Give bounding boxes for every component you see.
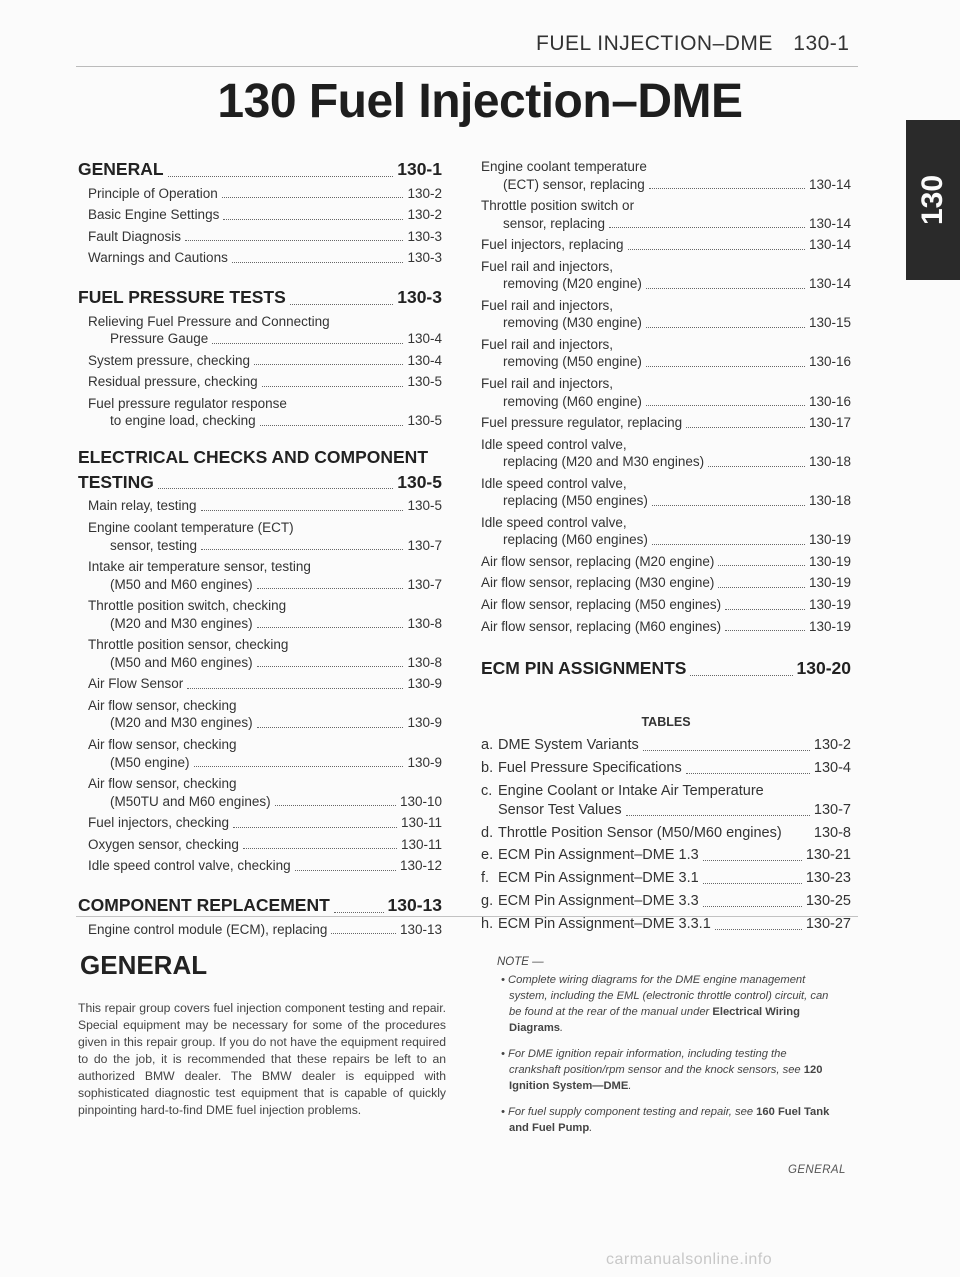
toc-page-number: 130-19 <box>808 575 851 591</box>
toc-entry-cont <box>88 654 442 672</box>
toc-page-number: 130-7 <box>407 537 442 553</box>
note-reference: 120 Ignition System—DME <box>509 1064 823 1092</box>
table-entry-label: Fuel Pressure Specifications <box>498 759 682 776</box>
toc-entry-label: Throttle position switch, checking <box>88 598 287 614</box>
table-letter: f. <box>481 870 490 887</box>
dot-leader <box>646 393 805 407</box>
toc-entry <box>78 373 442 391</box>
toc-entry <box>78 352 442 370</box>
note-reference: Electrical Wiring Diagrams <box>509 1006 800 1034</box>
toc-entry-label: Basic Engine Settings <box>88 207 220 223</box>
toc-page-number: 130-19 <box>808 597 851 613</box>
toc-section-label: ECM PIN ASSIGNMENTS <box>481 658 687 679</box>
toc-entry <box>481 258 851 293</box>
toc-entry-label: Residual pressure, checking <box>88 374 258 390</box>
toc-entry-label: Fuel pressure regulator response <box>88 395 287 411</box>
dot-leader <box>649 176 805 190</box>
dot-leader <box>718 553 805 567</box>
toc-entry-label-cont: (ECT) sensor, replacing <box>503 176 645 192</box>
toc-entry-label: Engine coolant temperature <box>481 159 647 174</box>
toc-section-label: TESTING <box>78 471 154 492</box>
table-entry-label: DME System Variants <box>498 737 639 754</box>
dot-leader <box>212 330 403 344</box>
dot-leader <box>334 894 384 913</box>
toc-entry <box>481 158 851 193</box>
general-body-text: This repair group covers fuel injection component testing and repair. Special equipment may be necessary for some of the procedures given in this repair group. If you do not have the equipment required to do the job, it is recommended that these repairs be left to an authorized BMW dealer. The BMW dealer is equipped with sophisticated diagnostic test equipment that is capable of quickly pinpointing hard-to-find DME fuel injection problems. <box>78 1001 446 1117</box>
dot-leader <box>715 915 802 930</box>
dot-leader <box>194 754 404 768</box>
toc-entry-label: Oxygen sensor, checking <box>88 836 239 852</box>
toc-entry-label: Fuel injectors, replacing <box>481 237 624 253</box>
table-page-number: 130-25 <box>805 893 851 910</box>
toc-page-number: 130-18 <box>808 454 851 470</box>
note-bullet: • For DME ignition repair information, including testing the crankshaft position/rpm sensor and the knock sensors, see 120 Ignition System—DME. <box>501 1048 823 1092</box>
dot-leader <box>295 857 396 871</box>
toc-page-number: 130-14 <box>808 276 851 292</box>
note-text: For DME ignition repair information, including testing the crankshaft position/rpm sensor and the knock sensors, see <box>508 1048 804 1076</box>
dot-leader <box>290 286 393 305</box>
toc-page-number: 130-4 <box>407 352 442 368</box>
toc-page-number: 130-17 <box>808 415 851 431</box>
dot-leader <box>223 206 403 220</box>
dot-leader <box>185 228 403 242</box>
toc-page-number: 130-9 <box>407 754 442 770</box>
toc-entry <box>481 436 851 471</box>
table-list-entry <box>481 759 851 778</box>
toc-entry-label-cont: (M20 and M30 engines) <box>110 715 253 731</box>
toc-page-number: 130-20 <box>796 658 851 679</box>
table-list-entry <box>481 869 851 888</box>
toc-page-number: 130-5 <box>407 498 442 514</box>
dot-leader <box>646 275 805 289</box>
toc-page-number: 130-16 <box>808 354 851 370</box>
toc-entry-label: Air flow sensor, checking <box>88 776 237 792</box>
toc-entry <box>78 921 442 939</box>
toc-section-label: FUEL PRESSURE TESTS <box>78 286 286 307</box>
toc-page-number: 130-15 <box>808 315 851 331</box>
toc-entry-label: Fuel pressure regulator, replacing <box>481 415 683 431</box>
dot-leader <box>201 537 403 551</box>
toc-page-number: 130-5 <box>407 413 442 429</box>
table-list-entry <box>481 824 851 843</box>
dot-leader <box>233 814 397 828</box>
table-list-entry <box>481 782 851 801</box>
dot-leader <box>703 846 802 861</box>
running-title: FUEL INJECTION–DME <box>536 32 773 55</box>
table-letter: h. <box>481 915 494 932</box>
toc-entry-label-cont: replacing (M50 engines) <box>503 493 648 509</box>
toc-entry <box>78 497 442 515</box>
toc-entry-label-cont: removing (M20 engine) <box>503 276 642 292</box>
header-rule <box>76 66 858 67</box>
toc-entry <box>78 775 442 810</box>
dot-leader <box>690 657 792 676</box>
table-page-number: 130-8 <box>813 824 851 841</box>
table-entry-label-cont: Sensor Test Values <box>498 801 622 818</box>
toc-section-heading <box>481 657 851 680</box>
table-list-entry-cont <box>481 801 851 820</box>
toc-section-label: COMPONENT REPLACEMENT <box>78 894 330 915</box>
toc-entry <box>78 857 442 875</box>
toc-entry <box>481 236 851 254</box>
dot-leader <box>646 314 805 328</box>
table-list-entry <box>481 915 851 934</box>
toc-entry-label: Principle of Operation <box>88 185 218 201</box>
toc-page-number: 130-8 <box>407 615 442 631</box>
toc-entry-label: Air flow sensor, replacing (M30 engine) <box>481 575 715 591</box>
toc-entry-label: Air Flow Sensor <box>88 676 184 692</box>
toc-entry-label: Engine control module (ECM), replacing <box>88 921 328 937</box>
toc-section-heading <box>78 446 442 469</box>
toc-entry-cont <box>481 393 851 411</box>
dot-leader <box>257 576 404 590</box>
dot-leader <box>652 531 805 545</box>
dot-leader <box>257 714 404 728</box>
toc-entry <box>78 814 442 832</box>
dot-leader <box>626 801 810 816</box>
toc-entry-label: Warnings and Cautions <box>88 250 228 266</box>
table-list-entry <box>481 846 851 865</box>
dot-leader <box>718 574 805 588</box>
toc-entry-label: Idle speed control valve, <box>481 475 627 491</box>
toc-page-number: 130-14 <box>808 176 851 192</box>
toc-section-heading-cont <box>78 471 442 494</box>
toc-right-column <box>481 158 851 934</box>
table-letter: c. <box>481 782 493 799</box>
toc-page-number: 130-13 <box>387 894 442 915</box>
toc-page-number: 130-3 <box>397 286 442 307</box>
toc-entry <box>481 414 851 432</box>
table-entry-label: ECM Pin Assignment–DME 3.3 <box>498 893 699 910</box>
toc-section-label: ELECTRICAL CHECKS AND COMPONENT <box>78 446 429 467</box>
dot-leader <box>703 869 802 884</box>
toc-page-number: 130-11 <box>400 836 442 852</box>
section-tab <box>906 120 960 280</box>
toc-entry-label: Air flow sensor, replacing (M20 engine) <box>481 553 715 569</box>
dot-leader <box>232 249 404 263</box>
note-text-tail: . <box>589 1122 593 1134</box>
dot-leader <box>257 654 404 668</box>
toc-entry-label: Engine coolant temperature (ECT) <box>88 520 294 536</box>
page-title: 130 Fuel Injection–DME <box>217 75 743 128</box>
toc-entry <box>481 596 851 614</box>
toc-entry <box>481 197 851 232</box>
toc-entry-cont <box>88 537 442 555</box>
tables-heading: TABLES <box>641 714 691 729</box>
toc-section-heading <box>78 158 442 181</box>
toc-page-number: 130-8 <box>407 654 442 670</box>
toc-entry-label: System pressure, checking <box>88 352 251 368</box>
toc-entry <box>78 836 442 854</box>
note-title: NOTE — <box>497 956 544 968</box>
toc-section-heading <box>78 286 442 309</box>
table-entry-label: ECM Pin Assignment–DME 3.3.1 <box>498 915 711 932</box>
toc-entry-label: Idle speed control valve, <box>481 436 627 452</box>
toc-entry-label-cont: (M20 and M30 engines) <box>110 615 253 631</box>
toc-entry-cont <box>88 793 442 811</box>
toc-page-number: 130-16 <box>808 393 851 409</box>
toc-entry-label: Fuel rail and injectors, <box>481 336 614 352</box>
toc-entry-label-cont: Pressure Gauge <box>110 331 209 347</box>
toc-page-number: 130-1 <box>397 159 442 179</box>
toc-page-number: 130-14 <box>808 237 851 253</box>
section-divider <box>76 916 858 917</box>
toc-entry-label: Air flow sensor, checking <box>88 697 237 713</box>
toc-entry <box>78 675 442 693</box>
table-entry-label: Throttle Position Sensor (M50/M60 engines) <box>498 824 782 841</box>
note-text: For fuel supply component testing and repair, see <box>508 1106 757 1118</box>
dot-leader <box>257 615 404 629</box>
table-page-number: 130-4 <box>813 759 851 776</box>
toc-entry-label-cont: (M50TU and M60 engines) <box>110 793 271 809</box>
toc-entry <box>78 558 442 593</box>
toc-entry-label: Throttle position sensor, checking <box>88 637 289 653</box>
toc-page-number: 130-9 <box>407 715 442 731</box>
dot-leader <box>243 836 397 850</box>
toc-entry-cont <box>481 492 851 510</box>
note-text-tail: . <box>560 1022 564 1034</box>
dot-leader <box>187 675 403 689</box>
toc-entry-label-cont: (M50 engine) <box>110 754 190 770</box>
dot-leader <box>686 759 810 774</box>
table-letter: e. <box>481 847 494 864</box>
note-bullet: • For fuel supply component testing and repair, see 160 Fuel Tank and Fuel Pump. <box>501 1106 830 1134</box>
toc-entry <box>78 519 442 554</box>
table-letter: g. <box>481 893 494 910</box>
toc-page-number: 130-19 <box>808 553 851 569</box>
dot-leader <box>168 158 394 177</box>
table-page-number: 130-21 <box>805 847 851 864</box>
toc-entry-label: Throttle position switch or <box>481 198 635 214</box>
toc-page-number: 130-18 <box>808 493 851 509</box>
table-list-entry <box>481 736 851 755</box>
toc-page-number: 130-14 <box>808 215 851 231</box>
table-page-number: 130-7 <box>813 801 851 818</box>
toc-section-heading <box>78 894 442 917</box>
toc-page-number: 130-5 <box>407 374 442 390</box>
toc-entry <box>78 697 442 732</box>
table-letter: d. <box>481 824 494 841</box>
toc-entry-cont <box>481 314 851 332</box>
dot-leader <box>646 353 805 367</box>
general-heading: GENERAL <box>80 950 208 980</box>
table-entry-label: ECM Pin Assignment–DME 1.3 <box>498 847 699 864</box>
toc-page-number: 130-11 <box>400 815 442 831</box>
dot-leader <box>158 471 393 490</box>
toc-entry-cont <box>481 215 851 233</box>
dot-leader <box>254 352 403 366</box>
toc-entry-label-cont: removing (M50 engine) <box>503 354 642 370</box>
table-letter: a. <box>481 737 494 754</box>
dot-leader <box>331 921 396 935</box>
watermark: carmanualsonline.info <box>606 1251 773 1268</box>
toc-entry-cont <box>88 615 442 633</box>
dot-leader <box>708 453 805 467</box>
toc-page-number: 130-19 <box>808 532 851 548</box>
dot-leader <box>703 892 802 907</box>
toc-entry-label: Main relay, testing <box>88 498 197 514</box>
table-page-number: 130-2 <box>813 737 851 754</box>
toc-page-number: 130-13 <box>399 921 442 937</box>
toc-entry-label-cont: replacing (M20 and M30 engines) <box>503 454 705 470</box>
toc-page-number: 130-5 <box>397 471 442 492</box>
toc-page-number: 130-10 <box>399 793 442 809</box>
toc-entry <box>78 736 442 771</box>
toc-entry-label: Fuel rail and injectors, <box>481 258 614 274</box>
toc-page-number: 130-2 <box>407 207 442 223</box>
table-page-number: 130-23 <box>805 870 851 887</box>
toc-entry-label: Relieving Fuel Pressure and Connecting <box>88 313 330 329</box>
note-text: Complete wiring diagrams for the DME engine management system, including the EML (electronic throttle control) circuit, can be found at the rear of the manual under <box>508 974 829 1018</box>
toc-entry <box>481 514 851 549</box>
toc-entry-label-cont: removing (M30 engine) <box>503 315 642 331</box>
toc-entry-cont <box>481 453 851 471</box>
toc-entry-label: Fault Diagnosis <box>88 228 182 244</box>
toc-entry-label: Air flow sensor, checking <box>88 737 237 753</box>
dot-leader <box>643 736 810 751</box>
toc-entry-label: Fuel rail and injectors, <box>481 297 614 313</box>
dot-leader <box>725 596 805 610</box>
dot-leader <box>652 492 805 506</box>
toc-entry-cont <box>481 176 851 194</box>
dot-leader <box>725 618 805 632</box>
toc-entry <box>481 375 851 410</box>
toc-entry <box>78 636 442 671</box>
toc-page-number: 130-3 <box>407 228 442 244</box>
toc-entry <box>481 574 851 592</box>
dot-leader <box>686 414 805 428</box>
toc-entry <box>481 297 851 332</box>
toc-entry-label-cont: (M50 and M60 engines) <box>110 576 253 592</box>
toc-entry-label-cont: sensor, testing <box>110 537 198 553</box>
toc-entry-cont <box>88 576 442 594</box>
note-text-tail: . <box>628 1080 632 1092</box>
toc-entry-cont <box>88 754 442 772</box>
toc-left-column <box>78 158 442 938</box>
toc-page-number: 130-2 <box>407 185 442 201</box>
toc-entry-label-cont: (M50 and M60 engines) <box>110 654 253 670</box>
toc-entry-cont <box>88 714 442 732</box>
toc-entry-label-cont: to engine load, checking <box>110 413 256 429</box>
toc-entry-label-cont: sensor, replacing <box>503 215 606 231</box>
toc-entry <box>481 336 851 371</box>
note-box <box>497 954 839 1146</box>
toc-entry-label: Intake air temperature sensor, testing <box>88 559 311 575</box>
toc-page-number: 130-12 <box>399 858 442 874</box>
toc-entry-label: Air flow sensor, replacing (M60 engines) <box>481 618 722 634</box>
toc-page-number: 130-7 <box>407 576 442 592</box>
toc-entry-label: Air flow sensor, replacing (M50 engines) <box>481 597 722 613</box>
toc-entry <box>78 185 442 203</box>
toc-entry-label-cont: replacing (M60 engines) <box>503 532 648 548</box>
dot-leader <box>222 185 404 199</box>
toc-entry-label-cont: removing (M60 engine) <box>503 393 642 409</box>
tables-list <box>481 714 851 934</box>
dot-leader <box>201 497 404 511</box>
dot-leader <box>628 236 805 250</box>
footer-section-label: GENERAL <box>788 1164 846 1176</box>
table-letter: b. <box>481 759 494 776</box>
dot-leader <box>275 793 396 807</box>
toc-page-number: 130-19 <box>808 618 851 634</box>
table-entry-label: ECM Pin Assignment–DME 3.1 <box>498 870 699 887</box>
toc-entry-cont <box>481 353 851 371</box>
toc-page-number: 130-3 <box>407 250 442 266</box>
toc-entry <box>481 475 851 510</box>
toc-entry-cont <box>481 275 851 293</box>
toc-entry-label: Fuel injectors, checking <box>88 815 230 831</box>
toc-page-number: 130-9 <box>407 676 442 692</box>
toc-entry-cont <box>88 412 442 430</box>
running-header <box>536 32 856 56</box>
toc-entry-label: Idle speed control valve, <box>481 514 627 530</box>
dot-leader <box>262 373 404 387</box>
toc-entry <box>78 597 442 632</box>
toc-entry-cont <box>88 330 442 348</box>
toc-entry <box>78 249 442 267</box>
table-entry-label: Engine Coolant or Intake Air Temperature <box>498 782 764 799</box>
toc-entry <box>481 618 851 636</box>
dot-leader <box>260 412 404 426</box>
table-entry-spacer <box>782 824 810 843</box>
note-reference: 160 Fuel Tank and Fuel Pump <box>509 1106 830 1134</box>
section-tab-label: 130 <box>916 174 949 226</box>
toc-entry <box>78 206 442 224</box>
toc-entry <box>78 313 442 348</box>
toc-entry-cont <box>481 531 851 549</box>
note-bullet: • Complete wiring diagrams for the DME engine management system, including the EML (electronic throttle control) circuit, can be found at the rear of the manual under Electrical Wiring Diagrams. <box>501 974 829 1034</box>
toc-entry <box>78 228 442 246</box>
toc-entry <box>78 395 442 430</box>
table-page-number: 130-27 <box>805 915 851 932</box>
toc-entry-label: Fuel rail and injectors, <box>481 376 614 392</box>
dot-leader <box>609 215 805 229</box>
table-list-entry <box>481 892 851 911</box>
toc-entry-label: Idle speed control valve, checking <box>88 858 291 874</box>
header-page-number: 130-1 <box>793 32 850 55</box>
toc-section-label: GENERAL <box>78 159 164 179</box>
toc-entry <box>481 553 851 571</box>
toc-page-number: 130-4 <box>407 331 442 347</box>
